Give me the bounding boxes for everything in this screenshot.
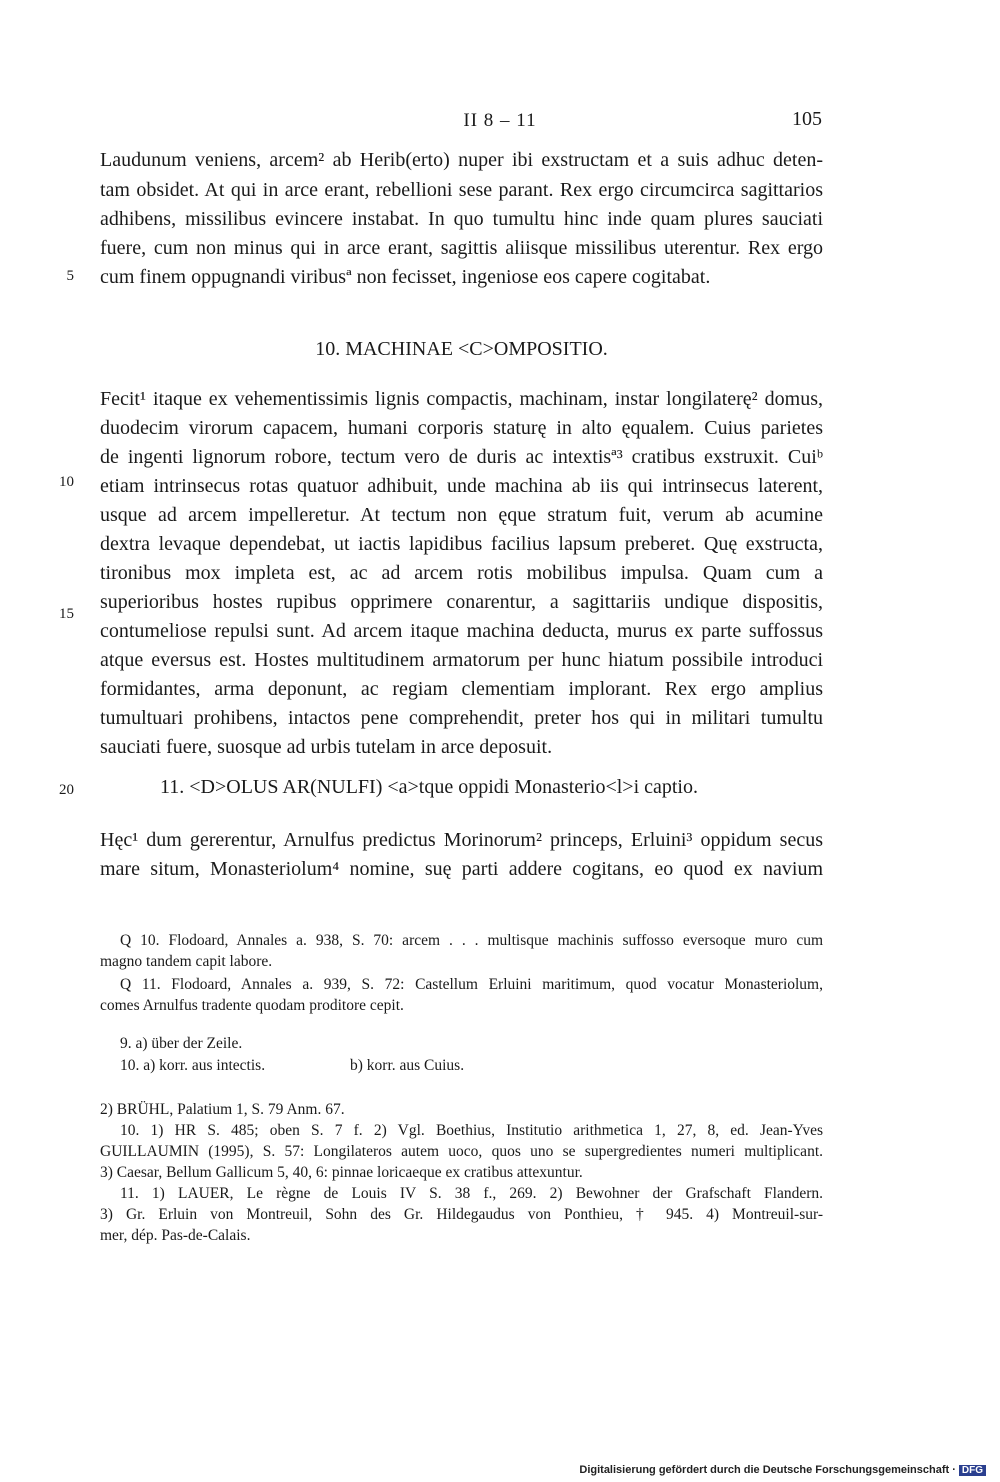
text-line: superioribus hostes rupibus opprimere conarentur, a sagittariis undique dispositis, <box>100 591 823 613</box>
text-line: Hęc¹ dum gererentur, Arnulfus predictus Morinorum² princeps, Erluini³ oppidum secus <box>100 829 823 851</box>
line-number: 5 <box>66 268 74 284</box>
text-line: usque ad arcem impelleretur. At tectum non ęque stratum fuit, verum ab acumine <box>100 504 823 526</box>
source-note: Q 10. Flodoard, Annales a. 938, S. 70: arcem . . . multisque machinis suffosso eversoque muro cum <box>120 932 823 949</box>
apparatus-note: 9. a) über der Zeile. <box>120 1035 243 1052</box>
text-line: adhibens, missilibus evincere instabat. In quo tumultu hinc inde quam plures sauciati <box>100 208 823 230</box>
text-line: Fecit¹ itaque ex vehementissimis lignis compactis, machinam, instar longilaterę² domus, <box>100 388 823 410</box>
text-line: Laudunum veniens, arcem² ab Herib(erto) nuper ibi exstructam et a suis adhuc deten- <box>100 149 823 171</box>
commentary-note: GUILLAUMIN (1995), S. 57: Longilateros autem uoco, quos uno se supergredientes numeri multiplicant. <box>100 1143 823 1160</box>
text-line: tironibus mox impleta est, ac ad arcem rotis mobilibus impulsa. Quam cum a <box>100 562 823 584</box>
section-heading: 10. MACHINAE <C>OMPOSITIO. <box>315 338 608 360</box>
commentary-note: mer, dép. Pas-de-Calais. <box>100 1227 251 1244</box>
source-note: magno tandem capit labore. <box>100 953 273 970</box>
apparatus-note: b) korr. aus Cuius. <box>350 1057 465 1074</box>
running-head: II 8 – 11 <box>463 110 537 131</box>
commentary-note: 11. 1) LAUER, Le règne de Louis IV S. 38 f., 269. 2) Bewohner der Grafschaft Flandern. <box>120 1185 823 1202</box>
text-line: sauciati fuere, suosque ad urbis tutelam in arce deposuit. <box>100 736 553 758</box>
text-line: tumultuari prohibens, intactos pene comprehendit, preter hos qui in militari tumultu <box>100 707 823 729</box>
text-line: tam obsidet. At qui in arce erant, rebellioni sese parant. Rex ergo circumcirca sagittarios <box>100 179 823 201</box>
page-number: 105 <box>792 108 822 130</box>
text-line: de ingenti lignorum robore, tectum vero de duris ac intextisª³ cratibus exstruxit. Cuiᵇ <box>100 446 823 468</box>
line-number: 20 <box>59 782 74 798</box>
commentary-note: 3) Gr. Erluin von Montreuil, Sohn des Gr. Hildegaudus von Ponthieu, † 945. 4) Montreuil-sur- <box>100 1206 823 1223</box>
text-line: contumeliose repulsi sunt. Ad arcem itaque machina deducta, murus ex parte suffossus <box>100 620 823 642</box>
text-line: dextra levaque dependebat, ut iactis lapidibus facilius lapsum preberet. Quę exstructa, <box>100 533 823 555</box>
section-heading: 11. <D>OLUS AR(NULFI) <a>tque oppidi Monasterio<l>i captio. <box>160 776 698 798</box>
line-number: 10 <box>59 474 74 490</box>
dfg-text: Digitalisierung gefördert durch die Deutsche Forschungsgemeinschaft · <box>579 1464 956 1476</box>
text-line: atque eversus est. Hostes multitudinem armatorum per hunc hiatum possibile introduci <box>100 649 823 671</box>
text-line: cum finem oppugnandi viribusª non fecisset, ingeniose eos capere cogitabat. <box>100 266 711 288</box>
source-note: Q 11. Flodoard, Annales a. 939, S. 72: Castellum Erluini maritimum, quod vocatur Monasteriolum, <box>120 976 823 993</box>
dfg-credit <box>579 1464 986 1476</box>
commentary-note: 3) Caesar, Bellum Gallicum 5, 40, 6: pinnae loricaeque ex cratibus attexuntur. <box>100 1164 583 1181</box>
text-line: etiam intrinsecus rotas quatuor adhibuit, unde machina ab iis qui intrinsecus laterent, <box>100 475 823 497</box>
dfg-logo: DFG <box>959 1465 986 1476</box>
source-note: comes Arnulfus tradente quodam proditore cepit. <box>100 997 404 1014</box>
line-number: 15 <box>59 606 74 622</box>
apparatus-note: 10. a) korr. aus intectis. <box>120 1057 266 1074</box>
text-line: fuere, cum non minus qui in arce erant, sagittis aliisque missilibus uterentur. Rex ergo <box>100 237 823 259</box>
text-line: formidantes, arma deponunt, ac regiam clementiam implorant. Rex ergo amplius <box>100 678 823 700</box>
text-line: mare situm, Monasteriolum⁴ nomine, suę parti addere cogitans, eo quod ex navium <box>100 858 823 880</box>
commentary-note: 10. 1) HR S. 485; oben S. 7 f. 2) Vgl. Boethius, Institutio arithmetica 1, 27, 8, ed. Jean-Yves <box>120 1122 823 1139</box>
text-line: duodecim virorum capacem, humani corporis staturę in alto ęqualem. Cuius parietes <box>100 417 823 439</box>
commentary-note: 2) BRÜHL, Palatium 1, S. 79 Anm. 67. <box>100 1101 345 1118</box>
